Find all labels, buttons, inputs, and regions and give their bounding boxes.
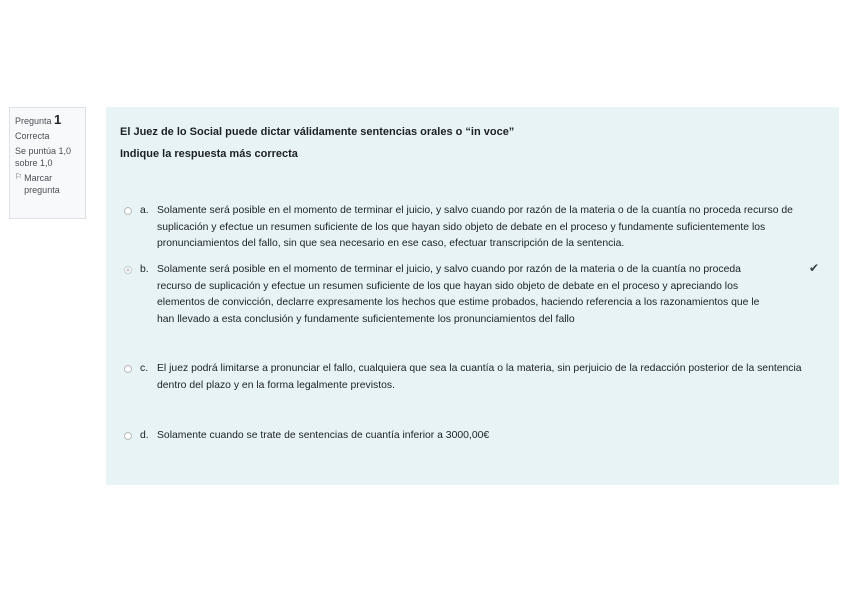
question-state: Correcta <box>15 131 50 141</box>
answer-text-a: Solamente será posible en el momento de terminar el juicio, y salvo cuando por razón de la materia o de la cuantía no proceda recurso de suplicación y efectue un resumen suficiente de los que hayan sido objeto de debate en el proceso y fundamente suficientemente los pronunciamientos del fallo, sin que sea necesario en ese caso, efectuar transcripción de la sentencia. <box>157 205 793 249</box>
question-text: El Juez de lo Social puede dictar válidamente sentencias orales o “in voce” <box>120 126 515 138</box>
question-grade: Se puntúa 1,0 sobre 1,0 <box>15 146 72 168</box>
answer-text-c: El juez podrá limitarse a pronunciar el fallo, cualquiera que sea la cuantía o la materia, sin perjuicio de la redacción posterior de la sentencia dentro del plazo y en la forma legalmente previstos. <box>157 363 802 391</box>
answer-option-c[interactable]: c. El juez podrá limitarse a pronunciar el fallo, cualquiera que sea la cuantía o la materia, sin perjuicio de la redacción posterior de la sentencia dentro del plazo y en la forma legalmente previstos. <box>124 361 824 394</box>
flag-icon: ⚐ <box>15 172 23 181</box>
radio-c[interactable] <box>124 365 132 373</box>
answer-option-d[interactable]: d. Solamente cuando se trate de sentencias de cuantía inferior a 3000,00€ <box>124 428 824 445</box>
radio-a[interactable] <box>124 207 132 215</box>
answer-text-d: Solamente cuando se trate de sentencias de cuantía inferior a 3000,00€ <box>157 430 490 441</box>
flag-question-link[interactable]: ⚐ Marcar pregunta <box>15 172 60 195</box>
question-info-panel <box>9 107 86 219</box>
question-content <box>106 107 839 485</box>
radio-d[interactable] <box>124 432 132 440</box>
answer-option-a[interactable]: a. Solamente será posible en el momento de terminar el juicio, y salvo cuando por razón de la materia o de la cuantía no proceda recurso de suplicación y efectue un resumen suficiente de los que hayan sido objeto de debate en el proceso y fundamente suficientemente los pronunciamientos del fallo, sin que sea necesario en ese caso, efectuar transcripción de la sentencia. <box>124 203 824 253</box>
radio-b[interactable] <box>124 266 132 274</box>
correct-check-icon: ✔ <box>809 261 820 275</box>
answer-option-b[interactable]: b. Solamente será posible en el momento de terminar el juicio, y salvo cuando por razón de la materia o de la cuantía no proceda recurso de suplicación y efectue un resumen suficiente de los que hayan sido objeto de debate en el proceso y apreciando los elementos de convicción, declarre expresamente los hechos que estime probados, haciendo referencia a los razonamientos que le han llevado a esta conclusión y fundamente suficientemente los pronunciamientos del fallo <box>124 262 764 328</box>
answer-text-b: Solamente será posible en el momento de terminar el juicio, y salvo cuando por razón de la materia o de la cuantía no proceda recurso de suplicación y efectue un resumen suficiente de los que hayan sido objeto de debate en el proceso y apreciando los elementos de convicción, declarre expresamente los hechos que estime probados, haciendo referencia a los razonamientos que le han llevado a esta conclusión y fundamente suficientemente los pronunciamientos del fallo <box>157 264 760 325</box>
question-prompt: Indique la respuesta más correcta <box>120 148 298 160</box>
question-number: Pregunta 1 <box>15 112 62 127</box>
